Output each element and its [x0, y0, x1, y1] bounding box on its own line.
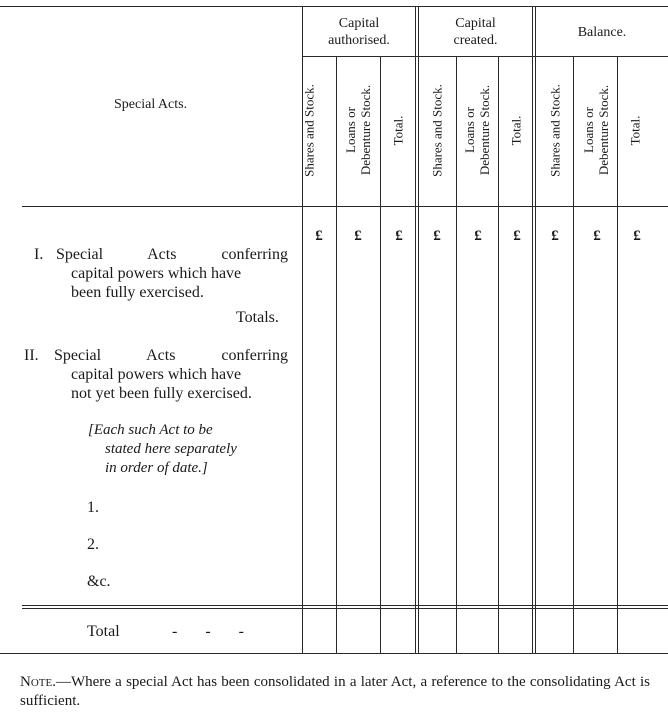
- group-title-line1: Capital: [338, 16, 380, 31]
- footnote-text: —Where a special Act has been consolidated in a later Act, a reference to the consolidating Act is sufficient.: [20, 674, 650, 709]
- currency-symbol: £: [513, 228, 521, 244]
- col-header-loans-line2: Debenture Stock.: [358, 84, 373, 176]
- currency-symbol: £: [395, 228, 403, 244]
- group-capital-created: [419, 15, 532, 49]
- currency-symbol: £: [354, 228, 362, 244]
- col-rule-g1: [532, 6, 533, 653]
- section-2-number: II.: [24, 347, 39, 364]
- col-header-shares: Shares and Stock.: [429, 84, 445, 177]
- col-header-total: Total.: [627, 115, 643, 146]
- footnote-lead: Note.: [20, 674, 56, 690]
- section-2-note-line2: stated here separately: [105, 441, 237, 457]
- bottom-rule: [0, 653, 668, 654]
- col-rule-h: [573, 56, 574, 653]
- total-top-rule-2: [22, 608, 668, 609]
- col-header-loans-line1: Loans or: [343, 107, 358, 153]
- header-bottom-rule: [22, 206, 668, 207]
- group-capital-authorised: [303, 15, 415, 49]
- footnote: [20, 673, 650, 711]
- list-item-number: 1.: [87, 499, 99, 516]
- section-1-line2: capital powers which have: [71, 265, 242, 282]
- col-rule-e: [456, 56, 457, 653]
- group-balance: [536, 24, 668, 41]
- col-rule-b: [336, 56, 337, 653]
- total-row-label: Total: [87, 623, 120, 640]
- total-row-dashes: - - -: [172, 623, 244, 640]
- list-item-number: &c.: [87, 573, 111, 590]
- section-2-note-line1: [Each such Act to be: [88, 422, 213, 438]
- section-1-number: I.: [34, 246, 44, 263]
- col-header-loans: [343, 60, 373, 200]
- total-top-rule-1: [22, 605, 668, 606]
- col-header-loans-line1: Loans or: [462, 107, 477, 153]
- col-header-loans-line2: Debenture Stock.: [596, 84, 611, 176]
- col-rule-g2: [535, 6, 536, 653]
- col-header-total: Total.: [390, 115, 406, 146]
- currency-symbol: £: [433, 228, 441, 244]
- col-header-loans: [581, 60, 611, 200]
- section-2-note-line3: in order of date.]: [105, 460, 208, 476]
- currency-symbol: £: [551, 228, 559, 244]
- currency-symbol: £: [633, 228, 641, 244]
- col-header-loans: [462, 60, 492, 200]
- section-2-line2: capital powers which have: [71, 366, 242, 383]
- col-header-loans-line2: Debenture Stock.: [477, 84, 492, 176]
- list-item-number: 2.: [87, 536, 99, 553]
- col-rule-d2: [418, 6, 419, 653]
- col-header-loans-line1: Loans or: [581, 107, 596, 153]
- currency-symbol: £: [474, 228, 482, 244]
- col-rule-c: [380, 56, 381, 653]
- row-header-label: Special Acts.: [114, 97, 188, 112]
- col-header-shares: Shares and Stock.: [301, 84, 317, 177]
- col-rule-f: [498, 56, 499, 653]
- group-header-rule: [303, 56, 668, 57]
- group-title-line2: created.: [453, 33, 498, 48]
- col-rule-i: [617, 56, 618, 653]
- section-2-line1: Special Acts conferring: [54, 347, 288, 364]
- group-title-line1: Capital: [455, 16, 496, 31]
- col-header-shares: Shares and Stock.: [547, 84, 563, 177]
- section-2-line3: not yet been fully exercised.: [71, 385, 252, 402]
- col-rule-d1: [415, 6, 416, 653]
- section-1-line3: been fully exercised.: [71, 284, 204, 301]
- section-1-totals: Totals.: [236, 309, 279, 326]
- currency-symbol: £: [315, 228, 323, 244]
- group-title-line1: Balance.: [577, 25, 627, 40]
- section-1-line1: Special Acts conferring: [56, 246, 288, 263]
- col-header-total: Total.: [508, 115, 524, 146]
- currency-symbol: £: [593, 228, 601, 244]
- top-rule: [0, 6, 668, 7]
- group-title-line2: authorised.: [328, 33, 390, 48]
